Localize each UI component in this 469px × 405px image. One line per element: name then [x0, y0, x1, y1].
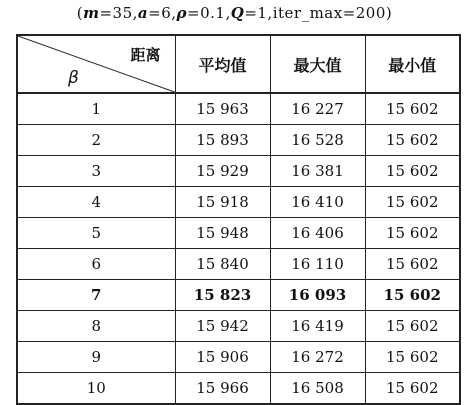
table-row	[17, 156, 460, 187]
caption-rho-var: ρ	[176, 4, 188, 22]
avg-cell: 15 823	[175, 280, 270, 311]
beta-cell: 5	[17, 218, 175, 249]
caption-a-var: a	[137, 4, 149, 22]
table-row	[17, 93, 460, 125]
corner-label-beta: β	[68, 68, 79, 88]
caption-m-val: =35,	[99, 4, 138, 22]
avg-cell: 15 918	[175, 187, 270, 218]
min-cell: 15 602	[365, 156, 460, 187]
min-cell: 15 602	[365, 280, 460, 311]
avg-cell: 15 840	[175, 249, 270, 280]
header-min: 最小值	[365, 35, 460, 93]
avg-cell: 15 966	[175, 373, 270, 405]
caption-rho-val: =0.1,	[187, 4, 231, 22]
header-avg: 平均值	[175, 35, 270, 93]
avg-cell: 15 942	[175, 311, 270, 342]
max-cell: 16 227	[270, 93, 365, 125]
beta-cell: 1	[17, 93, 175, 125]
max-cell: 16 110	[270, 249, 365, 280]
table-row	[17, 249, 460, 280]
caption-open: (	[76, 4, 84, 22]
corner-header-cell	[17, 35, 175, 93]
table-header	[17, 35, 460, 93]
beta-cell: 6	[17, 249, 175, 280]
avg-cell: 15 963	[175, 93, 270, 125]
max-cell: 16 508	[270, 373, 365, 405]
header-row	[17, 35, 460, 93]
max-cell: 16 093	[270, 280, 365, 311]
beta-cell: 7	[17, 280, 175, 311]
max-cell: 16 419	[270, 311, 365, 342]
avg-cell: 15 893	[175, 125, 270, 156]
header-max: 最大值	[270, 35, 365, 93]
caption-q-val: =1,iter_max=200)	[244, 4, 393, 22]
min-cell: 15 602	[365, 249, 460, 280]
beta-cell: 10	[17, 373, 175, 405]
max-cell: 16 272	[270, 342, 365, 373]
min-cell: 15 602	[365, 342, 460, 373]
table-caption	[0, 4, 469, 22]
min-cell: 15 602	[365, 218, 460, 249]
table-row	[17, 342, 460, 373]
table-row	[17, 280, 460, 311]
caption-m-var: m	[83, 4, 100, 22]
table-row	[17, 187, 460, 218]
beta-cell: 9	[17, 342, 175, 373]
max-cell: 16 528	[270, 125, 365, 156]
beta-cell: 4	[17, 187, 175, 218]
table-row	[17, 125, 460, 156]
min-cell: 15 602	[365, 373, 460, 405]
min-cell: 15 602	[365, 93, 460, 125]
table-body	[17, 93, 460, 404]
max-cell: 16 381	[270, 156, 365, 187]
table-row	[17, 218, 460, 249]
max-cell: 16 406	[270, 218, 365, 249]
avg-cell: 15 929	[175, 156, 270, 187]
caption-q-var: Q	[230, 4, 245, 22]
avg-cell: 15 906	[175, 342, 270, 373]
table-row	[17, 311, 460, 342]
min-cell: 15 602	[365, 125, 460, 156]
caption-a-val: =6,	[148, 4, 177, 22]
results-table	[16, 34, 461, 405]
beta-cell: 2	[17, 125, 175, 156]
avg-cell: 15 948	[175, 218, 270, 249]
min-cell: 15 602	[365, 187, 460, 218]
corner-label-distance: 距离	[130, 46, 161, 64]
max-cell: 16 410	[270, 187, 365, 218]
min-cell: 15 602	[365, 311, 460, 342]
beta-cell: 3	[17, 156, 175, 187]
beta-cell: 8	[17, 311, 175, 342]
table-row	[17, 373, 460, 405]
